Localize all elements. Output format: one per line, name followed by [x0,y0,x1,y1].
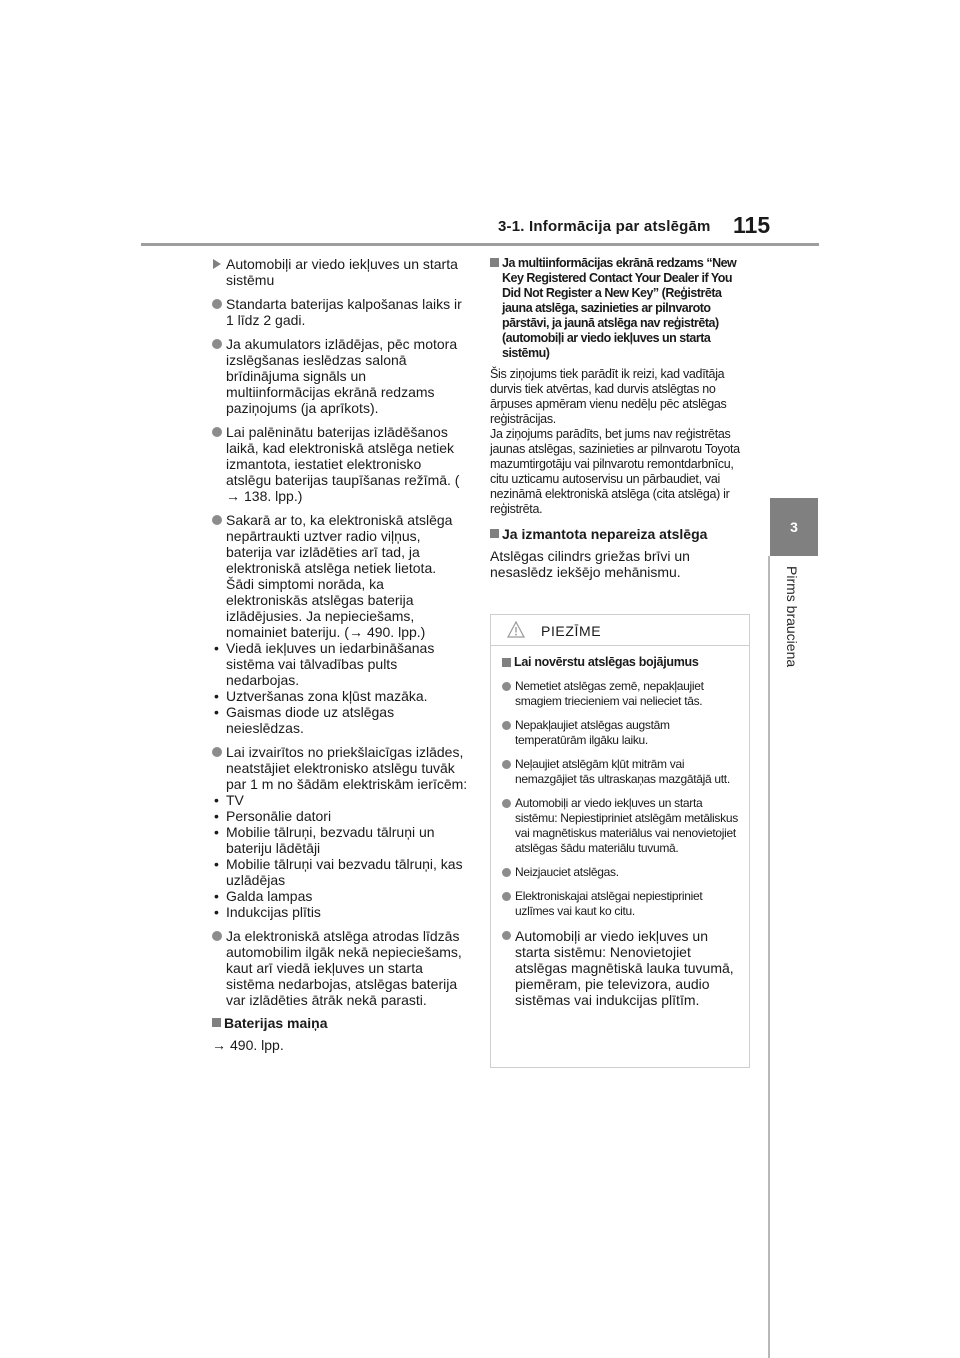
sub-item: • Viedā iekļuves un iedarbināšanas sistēma vai tālvadības pults nedarbojas. [214,640,435,688]
paragraph: Šis ziņojums tiek parādīt ik reizi, kad vadītāja durvis tiek atvērtas, kad durvis atslēgtas no ārpuses apmēram vienu nedēļu pēc atslēgas reģistrācijas. [490,367,727,426]
note-item: Neļaujiet atslēgām kļūt mitrām vai nemazgājiet tās ultraskaņas mazgātājā utt. [502,757,739,787]
page-reference-link[interactable]: 490. lpp.) [366,624,426,640]
right-arrow-icon: → [348,624,363,640]
bullet-text: Lai izvairītos no priekšlaicīgas izlādes, neatstājiet elektronisko atslēgu tuvāk par 1 m no šādām elektriskām ierīcēm: [226,744,468,792]
bullet-dot-icon [212,299,222,309]
bullet-dot-icon [502,931,511,940]
message-heading: Ja multiinformācijas ekrānā redzams “New Key Registered Contact Your Dealer if You Did Not Register a New Key” (Reģistrēta jauna atslēga, sazinieties ar pilnvaroto pārstāvi, ja jaunā atslēga nav reģistrēta) (automobiļi ar viedo iekļuves un starta sistēmu) [490,256,750,361]
battery-reference [212,1037,468,1053]
sub-list [212,640,468,736]
bullet-item [212,744,468,792]
page-number: 115 [733,212,771,238]
bullet-dot-icon [212,339,222,349]
left-column [212,256,468,1061]
page-reference-link[interactable]: 138. lpp.) [244,488,303,504]
warning-icon [507,621,525,638]
sub-item: • Mobilie tālruņi, bezvadu tālruņi un bateriju lādētāji [214,824,435,856]
sub-item: • Uztveršanas zona kļūst mazāka. [214,688,428,704]
note-header [491,615,749,646]
lead-item [212,256,468,288]
note-item: Nemetiet atslēgas zemē, nepakļaujiet smagiem triecieniem vai nelieciet tās. [502,679,739,709]
sub-item: • Mobilie tālruņi vai bezvadu tālruņi, kas uzlādējas [214,856,463,888]
note-item: Neizjauciet atslēgas. [502,865,739,880]
bullet-text: Standarta baterijas kalpošanas laiks ir 1 līdz 2 gadi. [226,296,462,328]
bullet-dot-icon [502,892,511,901]
battery-heading: Baterijas maiņa [212,1016,468,1031]
header-divider [141,243,819,246]
bullet-item [212,512,468,640]
note-body [491,646,749,1008]
bullet-dot-icon [212,427,222,437]
wrong-key-heading: Ja izmantota nepareiza atslēga [490,527,750,542]
bullet-item [212,296,468,328]
bullet-dot-icon [502,868,511,877]
square-bullet-icon [502,658,511,667]
bullet-dot-icon [502,799,511,808]
sub-item: • Indukcijas plītis [214,904,321,920]
right-column [490,256,750,588]
square-bullet-icon [490,529,499,538]
note-item: Automobiļi ar viedo iekļuves un starta sistēmu: Nenovietojiet atslēgas magnētiskā lauka tuvumā, piemēram, pie televizora, audio sistēmas vai indukcijas plītīm. [502,928,739,1008]
section-title: 3-1. Informācija par atslēgām [498,218,711,235]
right-arrow-icon: → [212,1037,226,1053]
bullet-item [212,424,468,504]
bullet-text: Sakarā ar to, ka elektroniskā atslēga nepārtraukti uztver radio viļņus, baterija var izlādēties arī tad, ja elektroniskā atslēga netiek lietota. Šādi simptomi norāda, ka elektroniskās atslēgas baterija izlādējusies. Ja nepieciešams, nomainiet bateriju. ( [226,512,453,640]
sub-item: • TV [214,792,244,808]
note-title: PIEZĪME [541,623,602,639]
paragraph: Atslēgas cilindrs griežas brīvi un nesaslēdz iekšējo mehānismu. [490,548,690,580]
sub-item: • Personālie datori [214,808,332,824]
tab-divider [768,556,770,1358]
bullet-text: Ja akumulators izlādējas, pēc motora izslēgšanas ieslēdzas salonā brīdinājuma signāls un multiinformācijas ekrānā redzams paziņojums (ja aprīkots). [226,336,458,416]
sub-item: • Galda lampas [214,888,313,904]
bullet-dot-icon [212,931,222,941]
note-item: Elektroniskajai atslēgai nepiestipriniet uzlīmes vai kaut ko citu. [502,889,739,919]
bullet-item [212,336,468,416]
note-heading: Lai novērstu atslēgas bojājumus [502,655,739,670]
bullet-dot-icon [502,682,511,691]
sub-item: • Gaismas diode uz atslēgas neieslēdzas. [214,704,395,736]
bullet-dot-icon [502,760,511,769]
bullet-text: Lai palēninātu baterijas izlādēšanos laikā, kad elektroniskā atslēga netiek izmantota, iestatiet elektronisko atslēgu baterijas taupīšanas režīmā. ( [226,424,460,488]
right-arrow-icon: → [226,488,240,504]
sub-list [212,792,468,920]
bullet-dot-icon [212,747,222,757]
note-item: Nepakļaujiet atslēgas augstām temperatūrām ilgāku laiku. [502,718,739,748]
lead-text: Automobiļi ar viedo iekļuves un starta sistēmu [226,256,458,288]
paragraph: Ja ziņojums parādīts, bet jums nav reģistrētas jaunas atslēgas, sazinieties ar pilnvarotu Toyota mazumtirgotāju vai pilnvarotu remontdarbnīcu, citu uzticamu autoservisu un pārbaudiet, vai nezināmā elektroniskā atslēga (cita atslēga) ir reģistrēta. [490,427,740,516]
chapter-tab[interactable]: 3 [770,498,818,556]
bullet-dot-icon [212,515,222,525]
bullet-item [212,928,468,1008]
page-reference-link[interactable]: 490. lpp. [230,1037,284,1053]
chapter-label: Pirms brauciena [784,566,800,668]
note-item: Automobiļi ar viedo iekļuves un starta sistēmu: Nepiestipriniet atslēgām metāliskus vai magnētiskus materiālus vai nenovietojiet atslēgas šādu materiālu tuvumā. [502,796,739,856]
square-bullet-icon [490,258,499,267]
square-bullet-icon [212,1018,221,1027]
bullet-dot-icon [502,721,511,730]
triangle-arrow-icon [213,259,221,269]
bullet-text: Ja elektroniskā atslēga atrodas līdzās automobilim ilgāk nekā nepieciešams, kaut arī viedā iekļuves un starta sistēma nedarbojas, atslēgas baterija var izlādēties ātrāk nekā parasti. [226,928,462,1008]
note-box [490,614,750,1068]
